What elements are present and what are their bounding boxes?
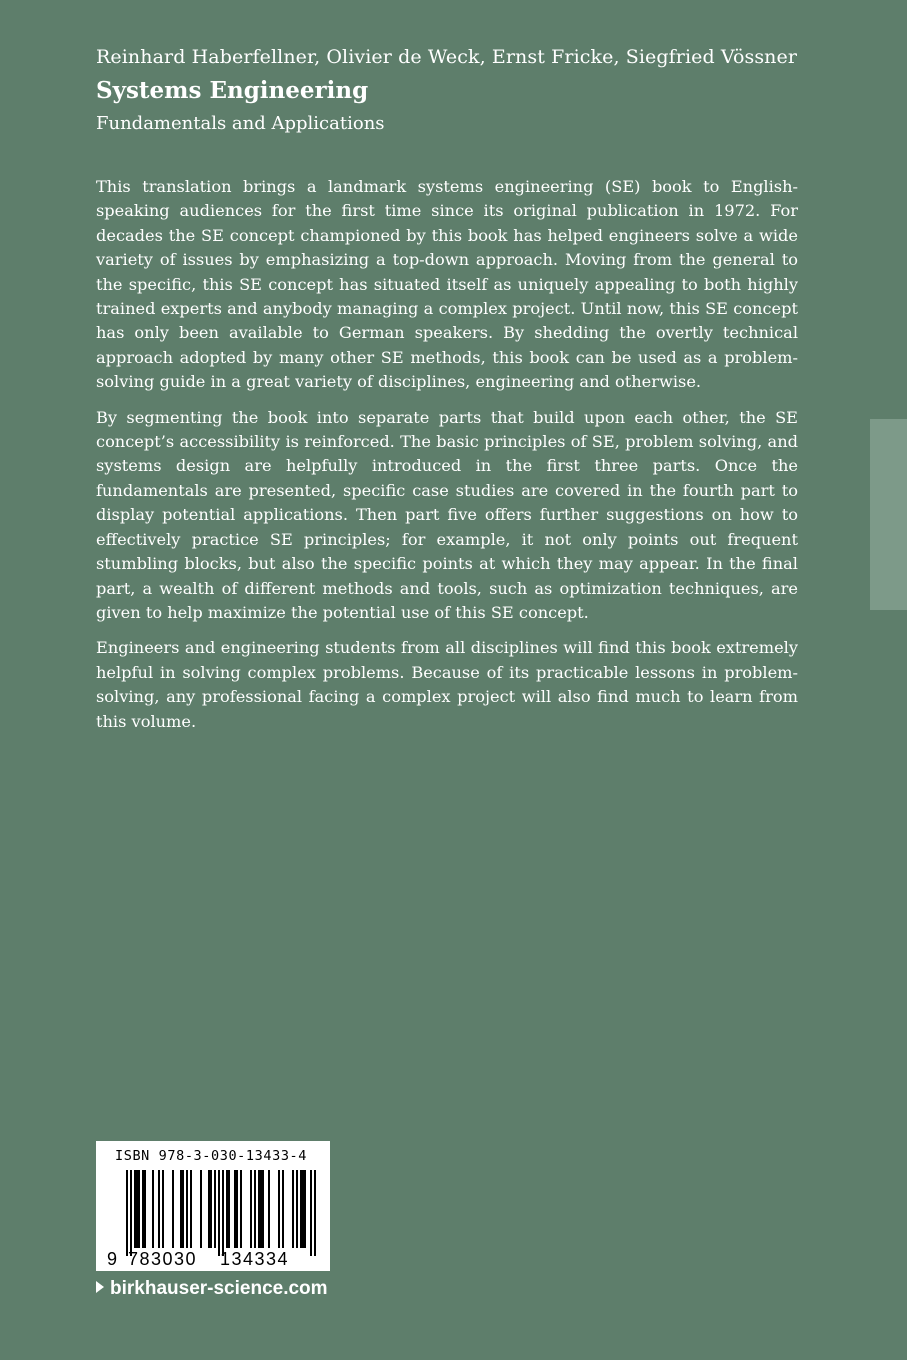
barcode-bar — [182, 1170, 184, 1248]
book-subtitle: Fundamentals and Applications — [96, 113, 385, 134]
barcode-bar — [162, 1170, 164, 1248]
barcode-bar — [292, 1170, 294, 1248]
barcode-bar — [314, 1170, 316, 1256]
barcode-bar — [200, 1170, 202, 1248]
barcode-bar — [134, 1170, 136, 1248]
barcode-panel — [96, 1141, 330, 1271]
barcode-bar — [240, 1170, 242, 1248]
barcode-bar — [126, 1170, 128, 1256]
blurb-text — [96, 175, 798, 745]
isbn-label: ISBN 978-3-030-13433-4 — [115, 1148, 308, 1164]
barcode-bar — [278, 1170, 280, 1248]
barcode-bar — [190, 1170, 192, 1248]
barcode-bar — [136, 1170, 138, 1248]
barcode-bar — [236, 1170, 238, 1248]
barcode-bar — [130, 1170, 132, 1256]
barcode-first-digit: 9 — [107, 1249, 118, 1269]
barcode-bar — [282, 1170, 284, 1248]
publisher-website[interactable] — [96, 1278, 328, 1300]
barcode-bar — [302, 1170, 304, 1248]
barcode-bar — [152, 1170, 154, 1248]
barcode-bar — [226, 1170, 228, 1248]
barcode-bar — [296, 1170, 298, 1248]
website-label: birkhauser-science.com — [110, 1278, 328, 1299]
barcode-left-digits: 783030 — [128, 1249, 198, 1269]
barcode-bar — [142, 1170, 144, 1248]
side-tab — [870, 419, 907, 610]
barcode-right-digits: 134334 — [220, 1249, 290, 1269]
barcode-bar — [228, 1170, 230, 1248]
barcode-bar — [310, 1170, 312, 1256]
barcode-bar — [138, 1170, 140, 1248]
barcode-bar — [250, 1170, 252, 1248]
barcode-bar — [304, 1170, 306, 1248]
barcode-bar — [258, 1170, 260, 1248]
book-title: Systems Engineering — [96, 77, 369, 104]
barcode-bar — [234, 1170, 236, 1248]
barcode-bar — [214, 1170, 216, 1248]
barcode-bar — [210, 1170, 212, 1248]
barcode-bar — [300, 1170, 302, 1248]
barcode-bar — [268, 1170, 270, 1248]
barcode-bar — [186, 1170, 188, 1248]
barcode-bar — [158, 1170, 160, 1248]
barcode-bar — [260, 1170, 262, 1248]
barcode-bar — [218, 1170, 220, 1256]
blurb-paragraph-3: Engineers and engineering students from all disciplines will find this book extremely helpful in solving complex problems. Because of its practicable lessons in problem-solving, any professional facing a complex project will also find much to learn from this volume. — [96, 638, 798, 731]
barcode-bar — [180, 1170, 182, 1248]
barcode-bar — [208, 1170, 210, 1248]
barcode-bar — [222, 1170, 224, 1256]
triangle-right-icon — [96, 1281, 104, 1293]
barcode-bar — [172, 1170, 174, 1248]
barcode-bar — [144, 1170, 146, 1248]
barcode-bar — [262, 1170, 264, 1248]
barcode-bar — [254, 1170, 256, 1248]
blurb-paragraph-1: This translation brings a landmark systems engineering (SE) book to English-speaking audiences for the first time since its original publication in 1972. For decades the SE concept championed by this book has helped engineers solve a wide variety of issues by emphasizing a top-down approach. Moving from the general to the specific, this SE concept has situated itself as uniquely appealing to both highly trained experts and anybody managing a complex project. Until now, this SE concept has only been available to German speakers. By shedding the overtly technical approach adopted by many other SE methods, this book can be used as a problem-solving guide in a great variety of disciplines, engineering and otherwise. — [96, 177, 798, 392]
blurb-paragraph-2: By segmenting the book into separate parts that build upon each other, the SE concept’s accessibility is reinforced. The basic principles of SE, problem solving, and systems design are helpfully introduced in the first three parts. Once the fundamentals are presented, specific case studies are covered in the fourth part to display potential applications. Then part five offers further suggestions on how to effectively practice SE principles; for example, it not only points out frequent stumbling blocks, but also the specific points at which they may appear. In the final part, a wealth of different methods and tools, such as optimization techniques, are given to help maximize the potential use of this SE concept. — [96, 407, 798, 622]
authors-line: Reinhard Haberfellner, Olivier de Weck, Ernst Fricke, Siegfried Vössner — [96, 46, 798, 68]
